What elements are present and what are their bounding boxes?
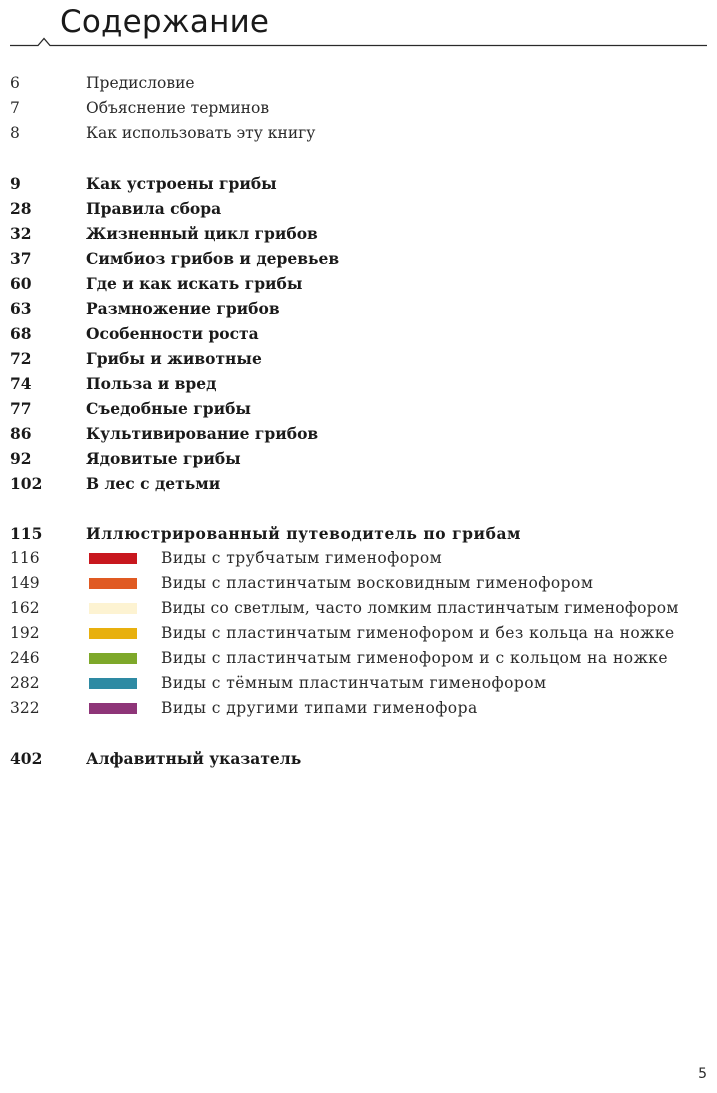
toc-section-title: Виды с пластинчатым гименофором и без кольца на ножке (161, 624, 675, 642)
toc-guide-heading[interactable] (0, 521, 717, 546)
toc-chapter[interactable] (0, 196, 717, 221)
toc-section-title: Виды с другими типами гименофора (161, 699, 478, 717)
page-title: Содержание (60, 4, 270, 40)
toc-page-number: 192 (10, 624, 40, 642)
color-swatch-red (89, 553, 137, 564)
toc-chapter[interactable] (0, 371, 717, 396)
toc-page-number: 115 (10, 524, 43, 543)
toc-chapter-title: В лес с детьми (86, 474, 221, 493)
toc-section-title: Виды со светлым, часто ломким пластинчатым гименофором (161, 599, 679, 617)
toc-page-number: 74 (10, 374, 32, 393)
toc-page-number: 77 (10, 399, 32, 418)
toc-chapter[interactable] (0, 271, 717, 296)
toc-chapter-title: Съедобные грибы (86, 399, 251, 418)
toc-page-number: 282 (10, 674, 40, 692)
toc-page-number: 149 (10, 574, 40, 592)
toc-entry-preface[interactable] (0, 71, 717, 96)
toc-section-title: Виды с трубчатым гименофором (161, 549, 443, 567)
toc-chapter[interactable] (0, 321, 717, 346)
color-swatch-yellow (89, 628, 137, 639)
toc-page-number: 60 (10, 274, 32, 293)
toc-chapter[interactable] (0, 396, 717, 421)
toc-page-number: 162 (10, 599, 40, 617)
toc-chapter-title: Особенности роста (86, 324, 259, 343)
toc-chapter[interactable] (0, 346, 717, 371)
toc-page-number: 37 (10, 249, 32, 268)
toc-page-number: 6 (10, 74, 20, 92)
toc-chapter-title: Грибы и животные (86, 349, 262, 368)
toc-chapter-title: Правила сбора (86, 199, 222, 218)
toc-guide-section[interactable] (0, 696, 717, 721)
toc-page-number: 322 (10, 699, 40, 717)
toc-page-number: 9 (10, 174, 21, 193)
toc-page-number: 246 (10, 649, 40, 667)
toc-chapter-title: Где и как искать грибы (86, 274, 303, 293)
toc-chapter-title: Ядовитые грибы (86, 449, 241, 468)
toc-guide-section[interactable] (0, 621, 717, 646)
toc-page-number: 102 (10, 474, 43, 493)
toc-guide-section[interactable] (0, 671, 717, 696)
toc-chapter-title: Как устроены грибы (86, 174, 277, 193)
toc-page-number: 68 (10, 324, 32, 343)
toc-guide-section[interactable] (0, 571, 717, 596)
color-swatch-purple (89, 703, 137, 714)
color-swatch-cream (89, 603, 137, 614)
toc-entry-title: Алфавитный указатель (86, 749, 302, 768)
color-swatch-teal (89, 678, 137, 689)
toc-page-number: 92 (10, 449, 32, 468)
toc-guide-section[interactable] (0, 646, 717, 671)
toc-chapter[interactable] (0, 171, 717, 196)
toc-page-number: 7 (10, 99, 20, 117)
toc-entry-title: Как использовать эту книгу (86, 124, 316, 142)
toc-entry-how-to-use[interactable] (0, 121, 717, 146)
toc-chapter[interactable] (0, 296, 717, 321)
toc-entry-title: Предисловие (86, 74, 195, 92)
folio-page-number: 5 (698, 1066, 707, 1082)
toc-entry-index[interactable] (0, 746, 717, 771)
toc-page-number: 116 (10, 549, 40, 567)
toc-chapter-title: Жизненный цикл грибов (86, 224, 318, 243)
toc-guide-section[interactable] (0, 596, 717, 621)
toc-page-number: 8 (10, 124, 20, 142)
toc-chapter-title: Размножение грибов (86, 299, 280, 318)
toc-chapter[interactable] (0, 421, 717, 446)
toc-chapter[interactable] (0, 221, 717, 246)
toc-page-number: 402 (10, 749, 43, 768)
toc-page-number: 86 (10, 424, 32, 443)
toc-chapter[interactable] (0, 446, 717, 471)
toc-entry-title: Объяснение терминов (86, 99, 270, 117)
toc-chapter-title: Симбиоз грибов и деревьев (86, 249, 340, 268)
toc-chapter-title: Польза и вред (86, 374, 217, 393)
toc-section-title: Виды с пластинчатым гименофором и с кольцом на ножке (161, 649, 669, 667)
toc-page-number: 32 (10, 224, 32, 243)
toc-guide-title: Иллюстрированный путеводитель по грибам (86, 524, 522, 543)
toc-chapter[interactable] (0, 471, 717, 496)
toc-chapter[interactable] (0, 246, 717, 271)
toc-chapter-title: Культивирование грибов (86, 424, 319, 443)
toc-entry-terms[interactable] (0, 96, 717, 121)
header-rule (0, 36, 717, 50)
toc-section-title: Виды с тёмным пластинчатым гименофором (161, 674, 547, 692)
color-swatch-orange (89, 578, 137, 589)
toc-guide-section[interactable] (0, 546, 717, 571)
toc-section-title: Виды с пластинчатым восковидным гименофором (161, 574, 594, 592)
color-swatch-green (89, 653, 137, 664)
page-header (0, 0, 717, 60)
toc-page-number: 63 (10, 299, 32, 318)
toc-page-number: 28 (10, 199, 32, 218)
toc-page-number: 72 (10, 349, 32, 368)
